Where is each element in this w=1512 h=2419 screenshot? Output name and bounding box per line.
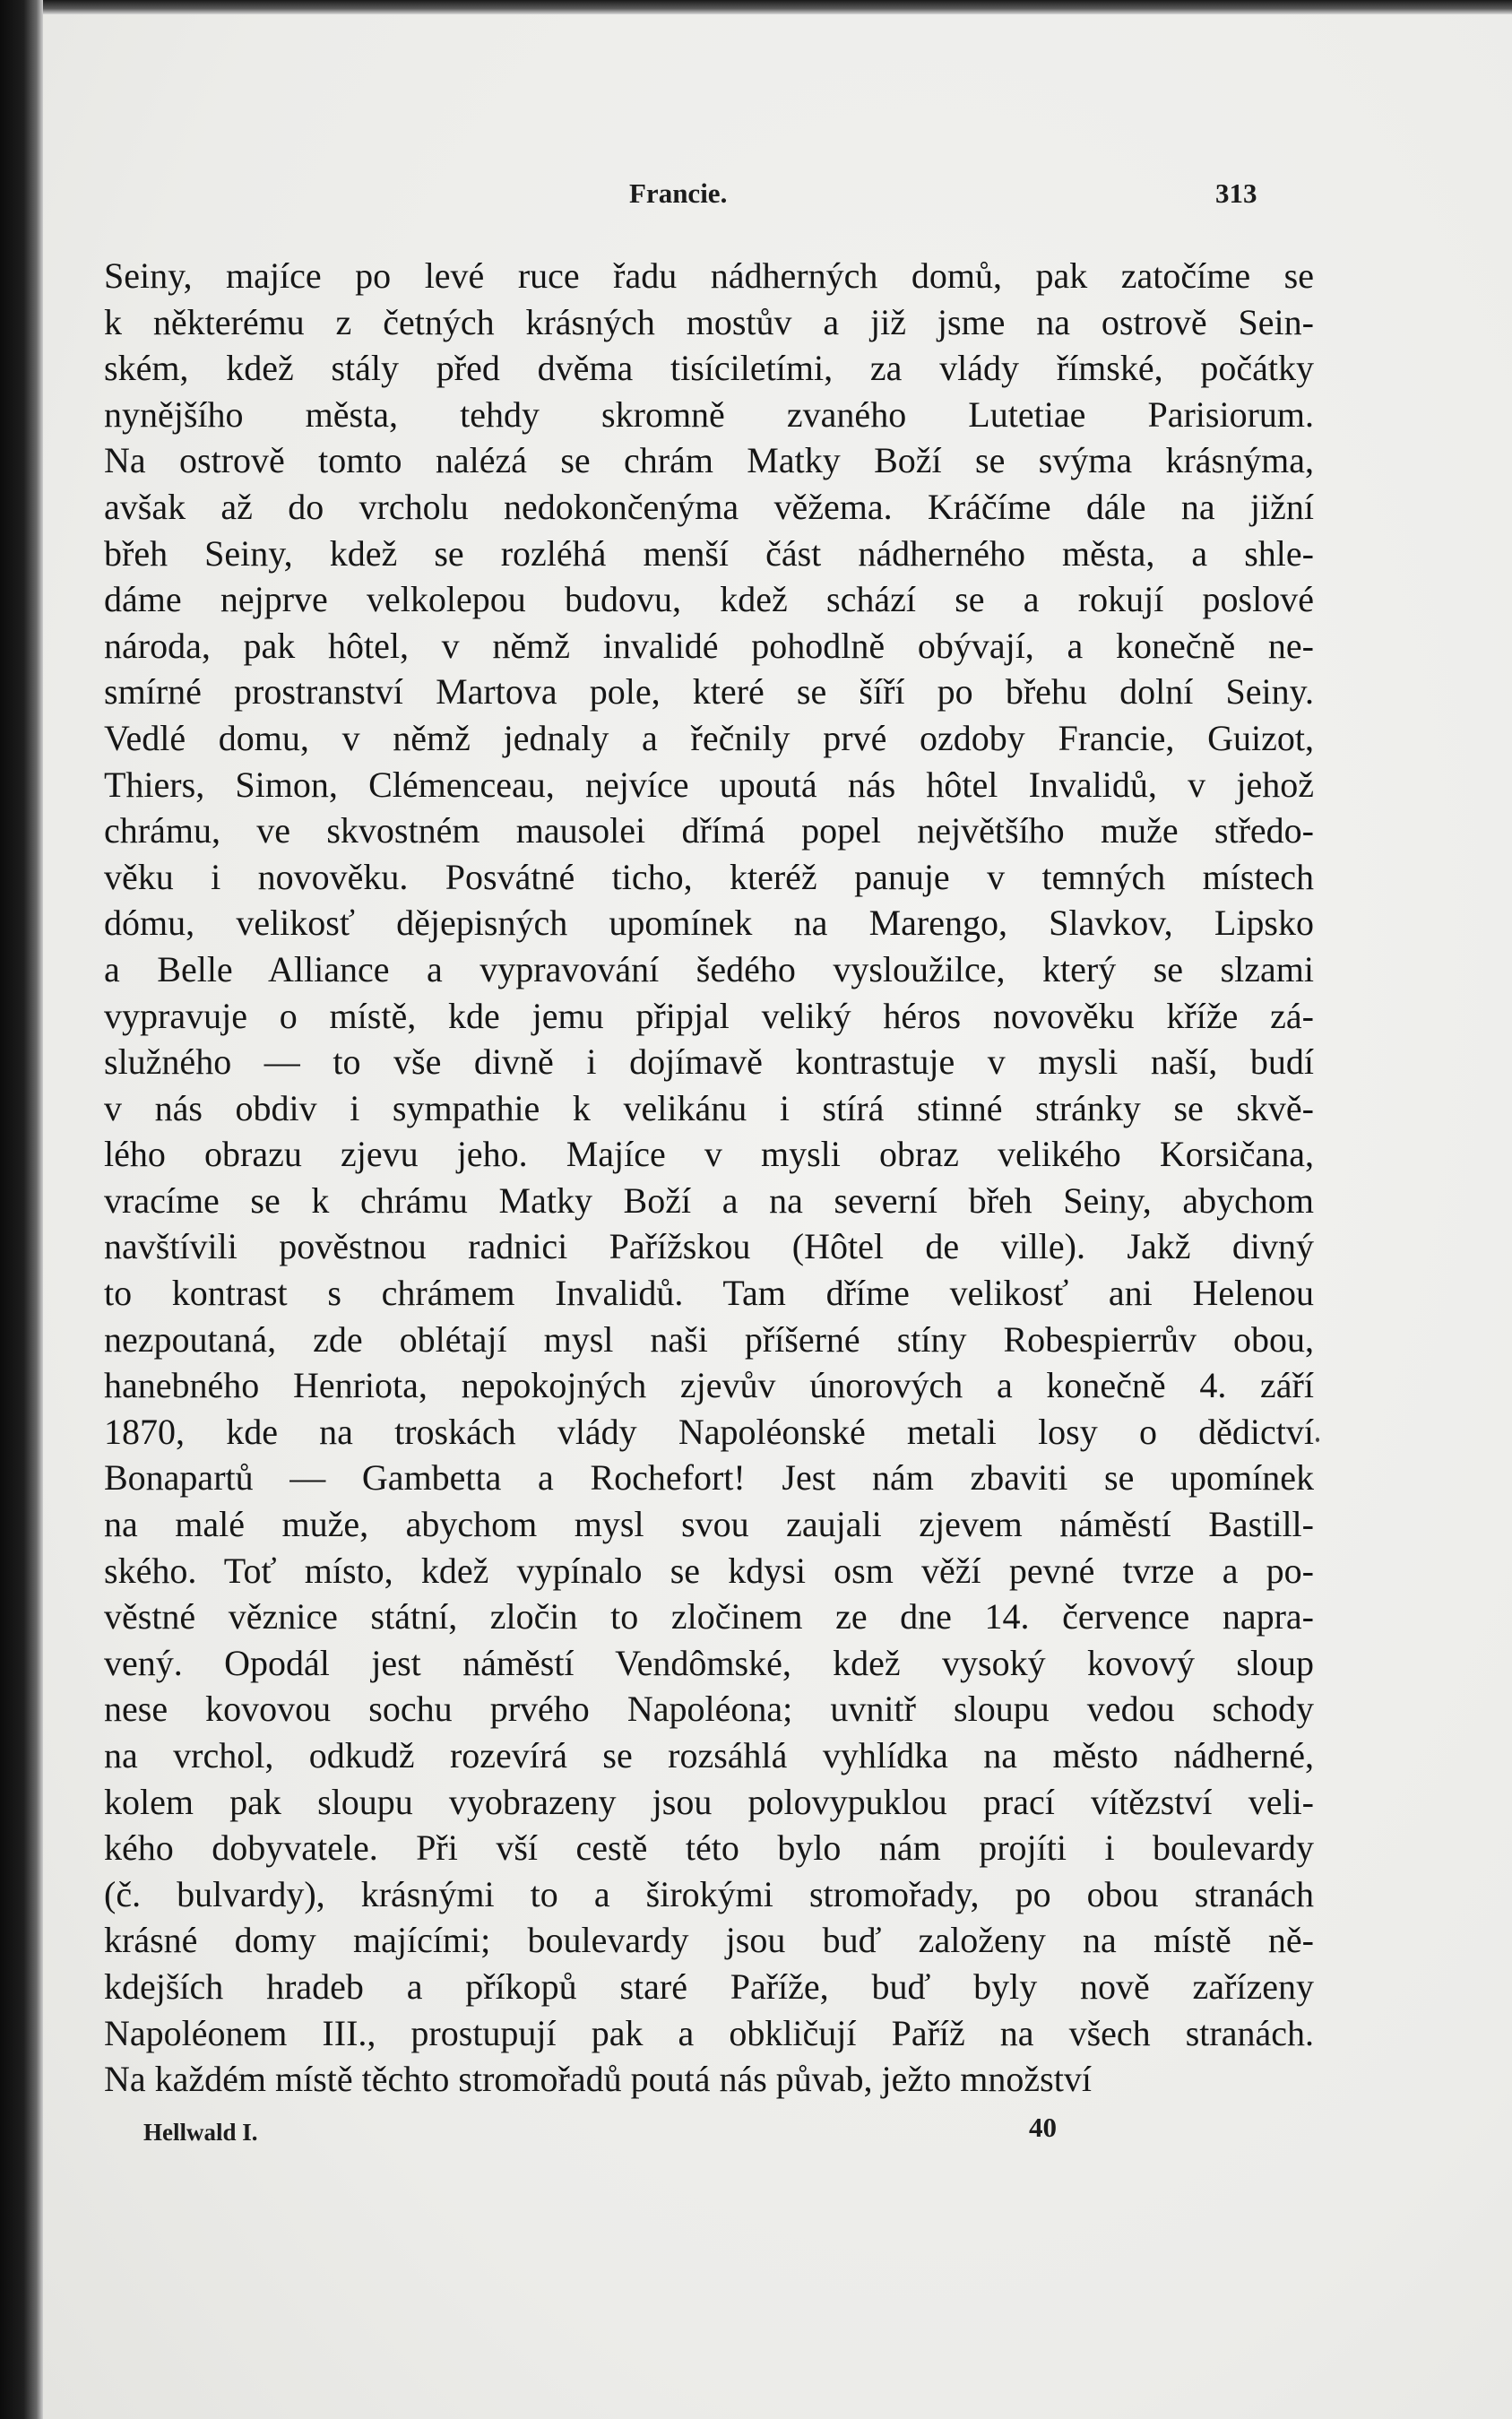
text-line: kdejších hradeb a příkopů staré Paříže, buď byly nově zařízeny — [104, 1965, 1314, 2007]
text-line: kého dobyvatele. Při vší cestě této bylo nám projíti i boulevardy — [104, 1827, 1314, 1869]
text-line: dómu, velikosť dějepisných upomínek na Marengo, Slavkov, Lipsko — [104, 903, 1314, 944]
running-title: Francie. — [629, 177, 728, 209]
text-line: avšak až do vrcholu nedokončenýma věžema. Kráčíme dále na jižní — [104, 486, 1314, 527]
text-line: Na ostrově tomto nalézá se chrám Matky Boží se svýma krásnýma, — [104, 440, 1314, 481]
body-text — [104, 253, 1314, 2103]
text-line: to kontrast s chrámem Invalidů. Tam dříme velikosť ani Helenou — [104, 1273, 1314, 1314]
signature-mark: 40 — [1029, 2112, 1057, 2143]
text-line: smírné prostranství Martova pole, které se šíří po břehu dolní Seiny. — [104, 671, 1314, 713]
text-line: v nás obdiv i sympathie k velikánu i stírá stinné stránky se skvě- — [104, 1087, 1314, 1128]
page-number: 313 — [1215, 177, 1257, 209]
text-line: navštívili pověstnou radnici Pařížskou (Hôtel de ville). Jakž divný — [104, 1226, 1314, 1267]
text-line: 1870, kde na troskách vlády Napoléonské metali losy o dědictví — [104, 1411, 1314, 1452]
text-line: dáme nejprve velkolepou budovu, kdež schází se a rokují poslové — [104, 579, 1314, 620]
text-line: kolem pak sloupu vyobrazeny jsou polovypuklou prací vítězství veli- — [104, 1781, 1314, 1822]
page-footer — [43, 2103, 1512, 2156]
text-line: Vedlé domu, v němž jednaly a řečnily prvé ozdoby Francie, Guizot, — [104, 717, 1314, 758]
text-line: ském, kdež stály před dvěma tisíciletími, za vlády římské, počátky — [104, 348, 1314, 389]
text-line: vený. Opodál jest náměstí Vendômské, kdež vysoký kovový sloup — [104, 1642, 1314, 1683]
text-line: hanebného Henriota, nepokojných zjevův únorových a konečně 4. září — [104, 1365, 1314, 1406]
book-page — [43, 14, 1512, 2419]
text-line: nynějšího města, tehdy skromně zvaného Lutetiae Parisiorum. — [104, 393, 1314, 435]
text-line: na malé muže, abychom mysl svou zaujali zjevem náměstí Bastill- — [104, 1504, 1314, 1545]
text-line: k některému z četných krásných mostův a již jsme na ostrově Sein- — [104, 301, 1314, 342]
text-line: Na každém místě těchto stromořadů poutá nás půvab, ježto množství — [104, 2059, 1092, 2100]
text-line: Seiny, majíce po levé ruce řadu nádherných domů, pak zatočíme se — [104, 255, 1314, 296]
text-line: věstné věznice státní, zločin to zločinem ze dne 14. července napra- — [104, 1596, 1314, 1637]
text-line: služného — to vše divně i dojímavě kontrastuje v mysli naší, budí — [104, 1041, 1314, 1083]
text-line: lého obrazu zjevu jeho. Majíce v mysli obraz velikého Korsičana, — [104, 1134, 1314, 1175]
text-line: nese kovovou sochu prvého Napoléona; uvnitř sloupu vedou schody — [104, 1689, 1314, 1730]
printer-signature: Hellwald I. — [143, 2119, 258, 2146]
text-line: Bonapartů — Gambetta a Rochefort! Jest nám zbaviti se upomínek — [104, 1457, 1314, 1499]
text-line: nezpoutaná, zde oblétají mysl naši příšerné stíny Robespierrův obou, — [104, 1318, 1314, 1360]
text-line: na vrchol, odkudž rozevírá se rozsáhlá vyhlídka na město nádherné, — [104, 1735, 1314, 1775]
text-line: vracíme se k chrámu Matky Boží a na severní břeh Seiny, abychom — [104, 1179, 1314, 1221]
scan-left-edge — [0, 0, 43, 2419]
text-line: věku i novověku. Posvátné ticho, kteréž panuje v temných místech — [104, 856, 1314, 897]
text-line: Napoléonem III., prostupují pak a obkličují Paříž na všech stranách. — [104, 2012, 1314, 2053]
scan-top-edge — [43, 0, 1512, 14]
text-line: chrámu, ve skvostném mausolei dřímá popel největšího muže středo- — [104, 810, 1314, 851]
text-line: (č. bulvardy), krásnými to a širokými stromořady, po obou stranách — [104, 1873, 1314, 1914]
text-line: krásné domy majícími; boulevardy jsou buď založeny na místě ně- — [104, 1920, 1314, 1961]
text-line: národa, pak hôtel, v němž invalidé pohodlně obývají, a konečně ne- — [104, 625, 1314, 666]
text-line: vypravuje o místě, kde jemu připjal veliký héros novověku kříže zá- — [104, 995, 1314, 1036]
text-line: břeh Seiny, kdež se rozléhá menší část nádherného města, a shle- — [104, 532, 1314, 574]
text-line: Thiers, Simon, Clémenceau, nejvíce upoutá nás hôtel Invalidů, v jehož — [104, 764, 1314, 805]
ink-speck — [1316, 1438, 1319, 1442]
text-line: ského. Toť místo, kdež vypínalo se kdysi osm věží pevné tvrze a po- — [104, 1550, 1314, 1591]
text-line: a Belle Alliance a vypravování šedého vysloužilce, který se slzami — [104, 948, 1314, 989]
running-head — [43, 168, 1512, 222]
